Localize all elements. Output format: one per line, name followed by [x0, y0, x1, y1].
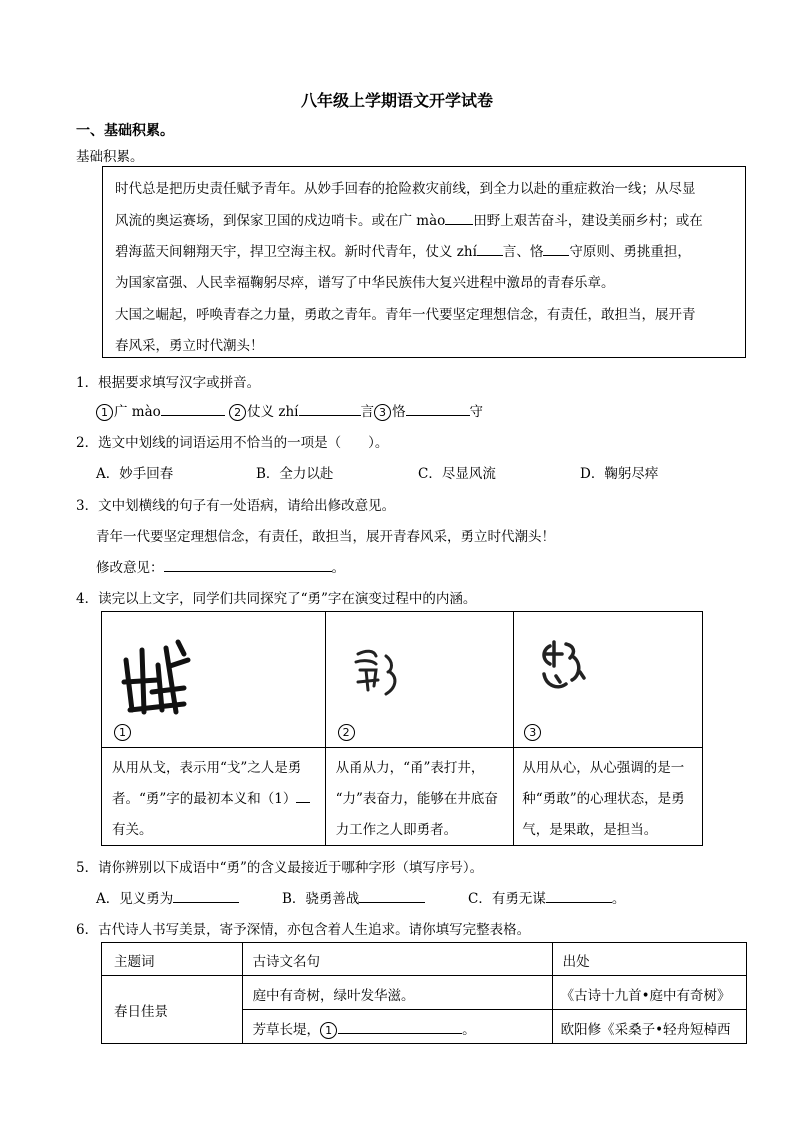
question-3-answer: 修改意见： 。: [96, 560, 345, 576]
verse-cell-1: 庭中有奇树，绿叶发华滋。: [242, 976, 552, 1010]
header-theme: 主题词: [102, 943, 243, 976]
answer-blank-meaning[interactable]: [296, 789, 310, 803]
question-3-sentence: 青年一代要坚定理想信念，有责任，敢担当，展开青春风采，勇立时代潮头！: [96, 529, 555, 545]
answer-blank-3[interactable]: [406, 402, 470, 416]
circled-number-1: 1: [114, 724, 131, 741]
answer-blank-1[interactable]: [161, 402, 225, 416]
meaning-cell-2: 从甬从力，“甬”表打井， “力”表奋力，能够在井底奋 力工作之人即勇者。: [325, 748, 514, 846]
answer-blank-c[interactable]: [546, 889, 612, 903]
option-c[interactable]: C．尽显风流: [418, 466, 496, 482]
question-3: 3．文中划横线的句子有一处语病，请给出修改意见。: [76, 498, 396, 514]
circled-number-3: 3: [524, 724, 541, 741]
oracle-bone-glyph-image: [118, 630, 198, 720]
answer-blank-verse[interactable]: [338, 1020, 462, 1034]
blank-mao: [445, 211, 473, 225]
meaning-cell-3: 从用从心，从心强调的是一 种“勇敢”的心理状态，是勇 气，是果敢，是担当。: [514, 748, 703, 846]
glyph-cell-3: [514, 612, 703, 748]
blank-zhi: [477, 242, 503, 256]
character-evolution-table: [101, 611, 703, 846]
passage-line-4: 为国家富强、人民幸福鞠躬尽瘁，谱写了中华民族伟大复兴进程中激昂的青春乐章。: [115, 275, 615, 291]
passage-line-6: 春风采，勇立时代潮头！: [115, 338, 264, 354]
answer-blank-a[interactable]: [173, 889, 239, 903]
option-a[interactable]: A．妙手回春: [96, 466, 174, 482]
source-cell-1: 《古诗十九首•庭中有奇树》: [552, 976, 746, 1010]
idiom-a: A．见义勇为: [96, 887, 239, 907]
idiom-c: C．有勇无谋 。: [468, 891, 626, 907]
passage-line-2: 风流的奥运赛场，到保家卫国的戍边哨卡。或在广 mào 田野上艰苦奋斗，建设美丽乡村；或在: [115, 213, 703, 229]
header-verse: 古诗文名句: [242, 943, 552, 976]
section-subheading: 基础积累。: [76, 149, 144, 165]
verse-cell-2: 芳草长堤， 1 。: [242, 1010, 552, 1044]
passage-line-5: 大国之崛起，呼唤青春之力量，勇敢之青年。青年一代要坚定理想信念，有责任，敢担当，展开青: [115, 307, 696, 323]
bronze-script-glyph-image: [346, 642, 416, 702]
revision-blank[interactable]: [164, 558, 332, 572]
circled-number-3: 3: [374, 404, 391, 421]
question-1: 1．根据要求填写汉字或拼音。: [76, 375, 261, 391]
option-b[interactable]: B．全力以赴: [256, 466, 334, 482]
question-6: 6．古代诗人书写美景，寄予深情，亦包含着人生追求。请你填写完整表格。: [76, 922, 531, 938]
poetry-table: [101, 942, 747, 1044]
theme-cell: 春日佳景: [102, 976, 243, 1044]
option-d[interactable]: D．鞠躬尽瘁: [580, 466, 659, 482]
seal-script-glyph-image: [536, 636, 606, 696]
passage-line-3: 碧海蓝天间翱翔天宇，捍卫空海主权。新时代青年，仗义 zhí 言、恪 守原则、勇挑重担，: [115, 244, 691, 260]
answer-blank-b[interactable]: [359, 889, 425, 903]
passage-line-1: 时代总是把历史责任赋予青年。从妙手回春的抢险救灾前线，到全力以赴的重症救治一线；从尽显: [115, 181, 696, 197]
question-5: 5．请你辨别以下成语中“勇”的含义最接近于哪种字形（填写序号）。: [76, 860, 484, 876]
glyph-cell-1: [102, 612, 326, 748]
answer-blank-2[interactable]: [299, 402, 361, 416]
reading-passage: [102, 166, 746, 358]
meaning-cell-1: 从用从戈，表示用“戈”之人是勇 者。“勇”字的最初本义和（1） 有关。: [102, 748, 326, 846]
circled-number-1: 1: [96, 404, 113, 421]
glyph-cell-2: [325, 612, 514, 748]
question-4: 4．读完以上文字，同学们共同探究了“勇”字在演变过程中的内涵。: [76, 591, 477, 607]
source-cell-2: 欧阳修《采桑子•轻舟短棹西: [552, 1010, 746, 1044]
header-source: 出处: [552, 943, 746, 976]
question-2: 2．选文中划线的词语运用不恰当的一项是（ ）。: [76, 435, 389, 451]
circled-number-2: 2: [229, 404, 246, 421]
circled-number-2: 2: [338, 724, 355, 741]
idiom-b: B．骁勇善战: [282, 887, 425, 907]
circled-number-1: 1: [320, 1022, 337, 1039]
section-heading: 一、基础积累。: [76, 123, 174, 139]
question-1-answers: 1 广 mào 2 仗义 zhí 言 3 恪 守: [96, 400, 483, 421]
blank-ke: [543, 242, 569, 256]
page-title: 八年级上学期语文开学试卷: [300, 91, 493, 110]
